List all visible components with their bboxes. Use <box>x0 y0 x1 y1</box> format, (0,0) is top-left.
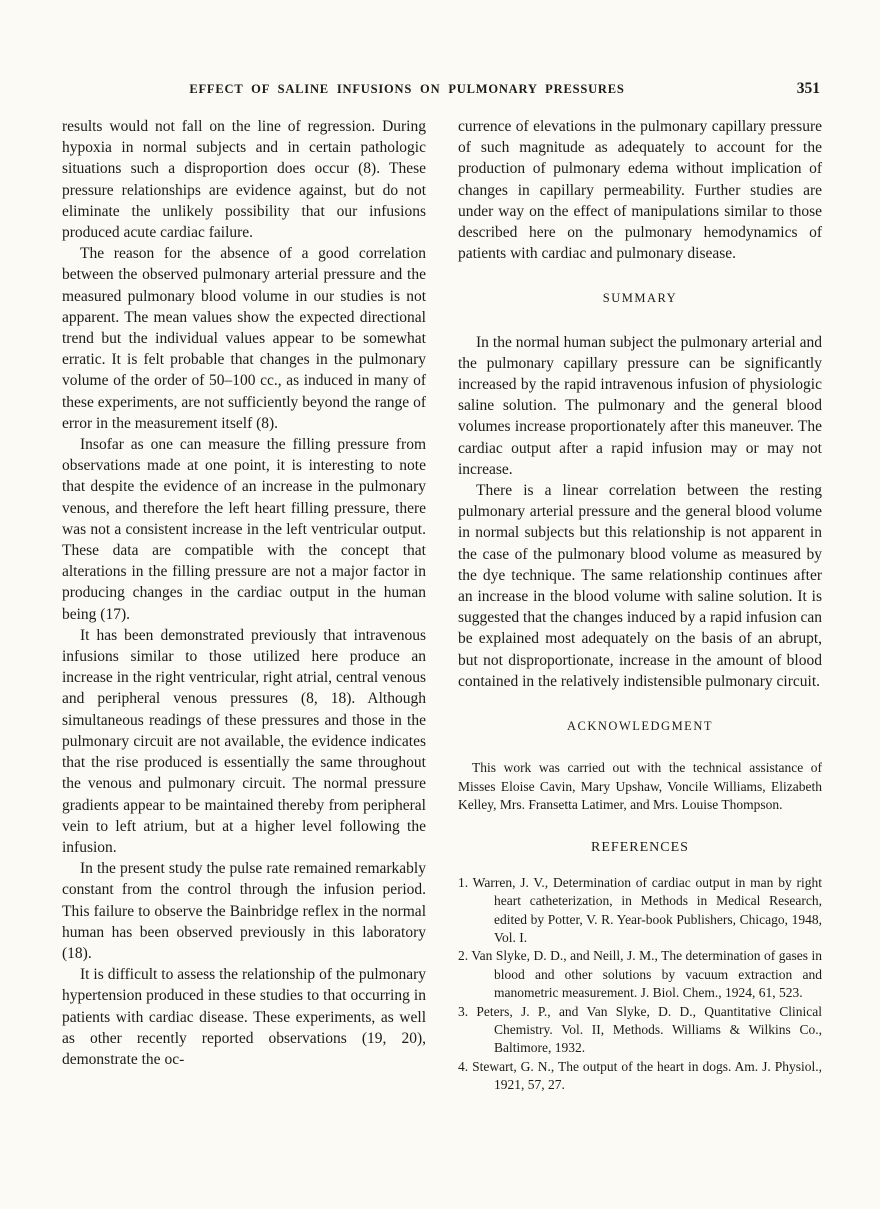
summary-paragraph: There is a linear correlation between the resting pulmonary arterial pressure and the general blood volume in normal subjects but this relationship is not apparent in the case of the pulmonary blood volume as measured by the dye technique. The same relationship continues after an increase in the blood volume with saline solution. It is suggested that the changes induced by a rapid infusion can be explained most adequately on the basis of an abrupt, but not disproportionate, increase in the amount of blood contained in the relatively indistensible pulmonary circuit. <box>458 482 822 690</box>
reference-item: 4. Stewart, G. N., The output of the heart in dogs. Am. J. Physiol., 1921, 57, 27. <box>458 1058 822 1093</box>
reference-item: 1. Warren, J. V., Determination of cardiac output in man by right heart catheterization, in Methods in Medical Research, edited by Potter, V. R. Year-book Publishers, Chicago, 1948, Vol. I. <box>458 874 822 945</box>
paragraph: Insofar as one can measure the filling pressure from observations made at one point, it is interesting to note that despite the evidence of an increase in the pulmonary venous, and therefore the left heart filling pressure, there was not a consistent increase in the left ventricular output. These data are compatible with the concept that alterations in the filling pressure are not a major factor in producing changes in the cardiac output in the human being (17). <box>62 436 426 623</box>
right-column <box>458 116 822 1095</box>
acknowledgment-heading: ACKNOWLEDGMENT <box>567 719 713 734</box>
running-header <box>62 82 822 102</box>
reference-item: 3. Peters, J. P., and Van Slyke, D. D., Quantitative Clinical Chemistry. Vol. II, Methods. Williams & Wilkins Co., Baltimore, 1932. <box>458 1003 822 1056</box>
paragraph-continuation: results would not fall on the line of regression. During hypoxia in normal subjects and in certain pathologic situations such a disproportion does occur (8). These pressure relationships are evidence against, but do not eliminate the unlikely possibility that our infusions produced acute cardiac failure. <box>62 118 426 242</box>
reference-list <box>458 874 822 1095</box>
page-number: 351 <box>796 80 820 97</box>
paragraph: It has been demonstrated previously that intravenous infusions similar to those utilized here produce an increase in the right ventricular, right atrial, central venous and peripheral venous pressures (8, 18). Although simultaneous readings of these pressures and those in the pulmonary circuit are not available, the evidence indicates that the rise produced is essentially the same throughout the venous and pulmonary circuit. The normal pressure gradients appear to be maintained thereby from peripheral vein to left atrium, but at a higher level following the infusion. <box>62 626 426 856</box>
paragraph-continuation: currence of elevations in the pulmonary capillary pressure of such magnitude as adequately to account for the production of pulmonary edema without implication of changes in capillary permeability. Further studies are under way on the effect of manipulations similar to those described here on the pulmonary hemodynamics of patients with cardiac and pulmonary disease. <box>458 118 822 263</box>
paragraph: In the present study the pulse rate remained remarkably constant from the control through the infusion period. This failure to observe the Bainbridge reflex in the normal human has been observed previously in this laboratory (18). <box>62 860 426 962</box>
summary-heading: SUMMARY <box>602 291 678 306</box>
left-column <box>62 116 426 1095</box>
references-heading: REFERENCES <box>591 839 689 855</box>
text-columns <box>62 116 822 1095</box>
paragraph: It is difficult to assess the relationship of the pulmonary hypertension produced in these studies to that occurring in patients with cardiac disease. These experiments, as well as other recently reported observations (19, 20), demonstrate the oc- <box>62 966 426 1068</box>
paragraph: The reason for the absence of a good correlation between the observed pulmonary arterial pressure and the measured pulmonary blood volume in our studies is not apparent. The mean values show the expected directional trend but the individual values appear to be somewhat erratic. It is felt probable that changes in the pulmonary volume of the order of 50–100 cc., as induced in many of these experiments, are not sufficiently beyond the range of error in the measurement itself (8). <box>62 245 426 432</box>
acknowledgment-text: This work was carried out with the technical assistance of Misses Eloise Cavin, Mary Upshaw, Voncile Williams, Elizabeth Kelley, Mrs. Fransetta Latimer, and Mrs. Louise Thompson. <box>458 760 822 813</box>
summary-paragraph: In the normal human subject the pulmonary arterial and the pulmonary capillary pressure can be significantly increased by the rapid intravenous infusion of physiologic saline solution. The pulmonary and the general blood volumes increase proportionately after this maneuver. The cardiac output after a rapid infusion may or may not increase. <box>458 333 822 478</box>
running-title: EFFECT OF SALINE INFUSIONS ON PULMONARY PRESSURES <box>189 82 625 96</box>
reference-item: 2. Van Slyke, D. D., and Neill, J. M., The determination of gases in blood and other solutions by vacuum extraction and manometric measurement. J. Biol. Chem., 1924, 61, 523. <box>458 948 822 1001</box>
